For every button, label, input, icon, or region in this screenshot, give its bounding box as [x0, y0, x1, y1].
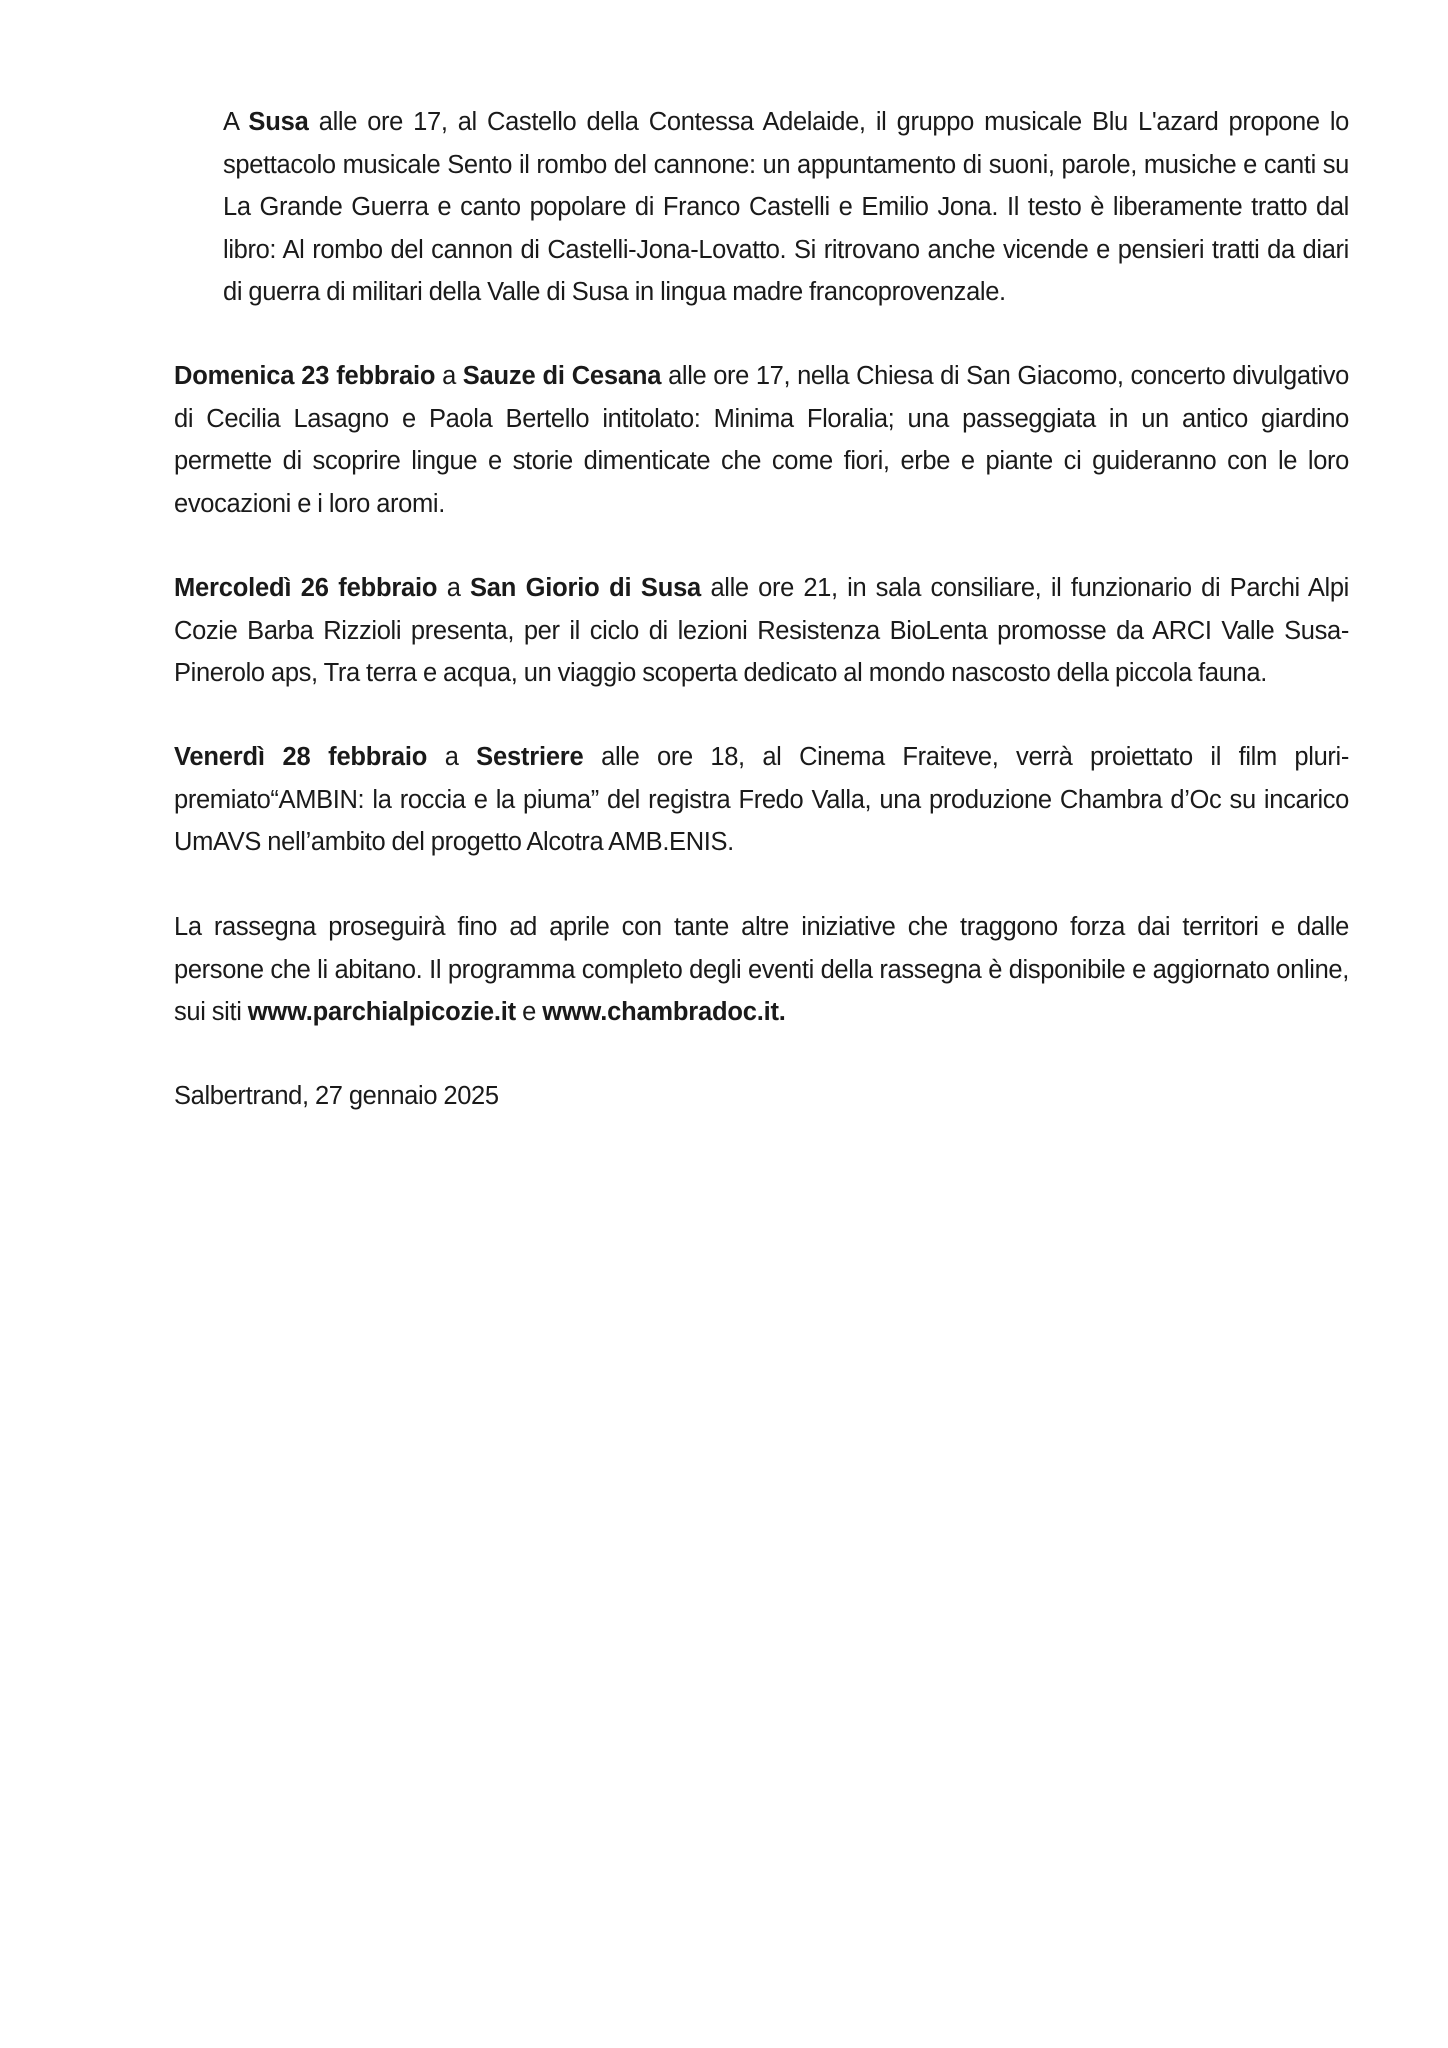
event-date: Domenica 23 febbraio	[174, 362, 436, 390]
paragraph-susa-event	[223, 101, 1349, 314]
paragraph-sauze-event	[174, 355, 1349, 525]
event-description: alle ore 17, nella Chiesa di San Giacomo, concerto divulgativo di Cecilia Lasagno e Paola Bertello intitolato: Minima Floralia; una passeggiata in un antico giardino permette di scoprire lingue e storie dimenticate che come fiori, erbe e piante ci guideranno con le loro evocazioni e i loro aromi.	[174, 362, 1349, 518]
text-prefix: A	[223, 108, 249, 136]
text-connector: a	[427, 743, 477, 771]
paragraph-sestriere-event	[174, 736, 1349, 864]
event-description: alle ore 18, al Cinema Fraiteve, verrà proiettato il film pluri-premiato“AMBIN: la roccia e la piuma” del registra Fredo Valla, una produzione Chambra d’Oc su incarico UmAVS nell’ambito del progetto Alcotra AMB.ENIS.	[174, 743, 1350, 857]
event-description: alle ore 17, al Castello della Contessa Adelaide, il gruppo musicale Blu L'azard propone lo spettacolo musicale Sento il rombo del cannone: un appuntamento di suoni, parole, musiche e canti su La Grande Guerra e canto popolare di Franco Castelli e Emilio Jona. Il testo è liberamente tratto dal libro: Al rombo del cannon di Castelli-Jona-Lovatto. Si ritrovano anche vicende e pensieri tratti da diari di guerra di militari della Valle di Susa in lingua madre francoprovenzale.	[223, 108, 1349, 307]
text-connector: a	[437, 574, 470, 602]
paragraph-program-info	[174, 906, 1349, 1034]
text-connector: a	[435, 362, 463, 390]
event-location: San Giorio di Susa	[469, 574, 702, 602]
event-location: Susa	[248, 108, 309, 136]
event-date: Venerdì 28 febbraio	[174, 743, 428, 771]
event-location: Sauze di Cesana	[462, 362, 662, 390]
paragraph-san-giorio-event	[174, 567, 1349, 695]
event-date: Mercoledì 26 febbraio	[174, 574, 438, 602]
program-text: La rassegna proseguirà fino ad aprile con tante altre iniziative che traggono forza dai territori e dalle persone che li abitano. Il programma completo degli eventi della rassegna è disponibile e aggiornato online, sui siti	[174, 913, 1349, 1027]
website-link-parchi[interactable]: www.parchialpicozie.it	[247, 998, 516, 1027]
closing-place-date: Salbertrand, 27 gennaio 2025	[174, 1082, 499, 1110]
event-description: alle ore 21, in sala consiliare, il funzionario di Parchi Alpi Cozie Barba Rizzioli presenta, per il ciclo di lezioni Resistenza BioLenta promosse da ARCI Valle Susa-Pinerolo aps, Tra terra e acqua, un viaggio scoperta dedicato al mondo nascosto della piccola fauna.	[174, 574, 1349, 688]
text-connector: e	[515, 998, 543, 1027]
website-link-chambradoc[interactable]: www.chambradoc.it.	[542, 998, 786, 1027]
event-location: Sestriere	[476, 743, 584, 771]
